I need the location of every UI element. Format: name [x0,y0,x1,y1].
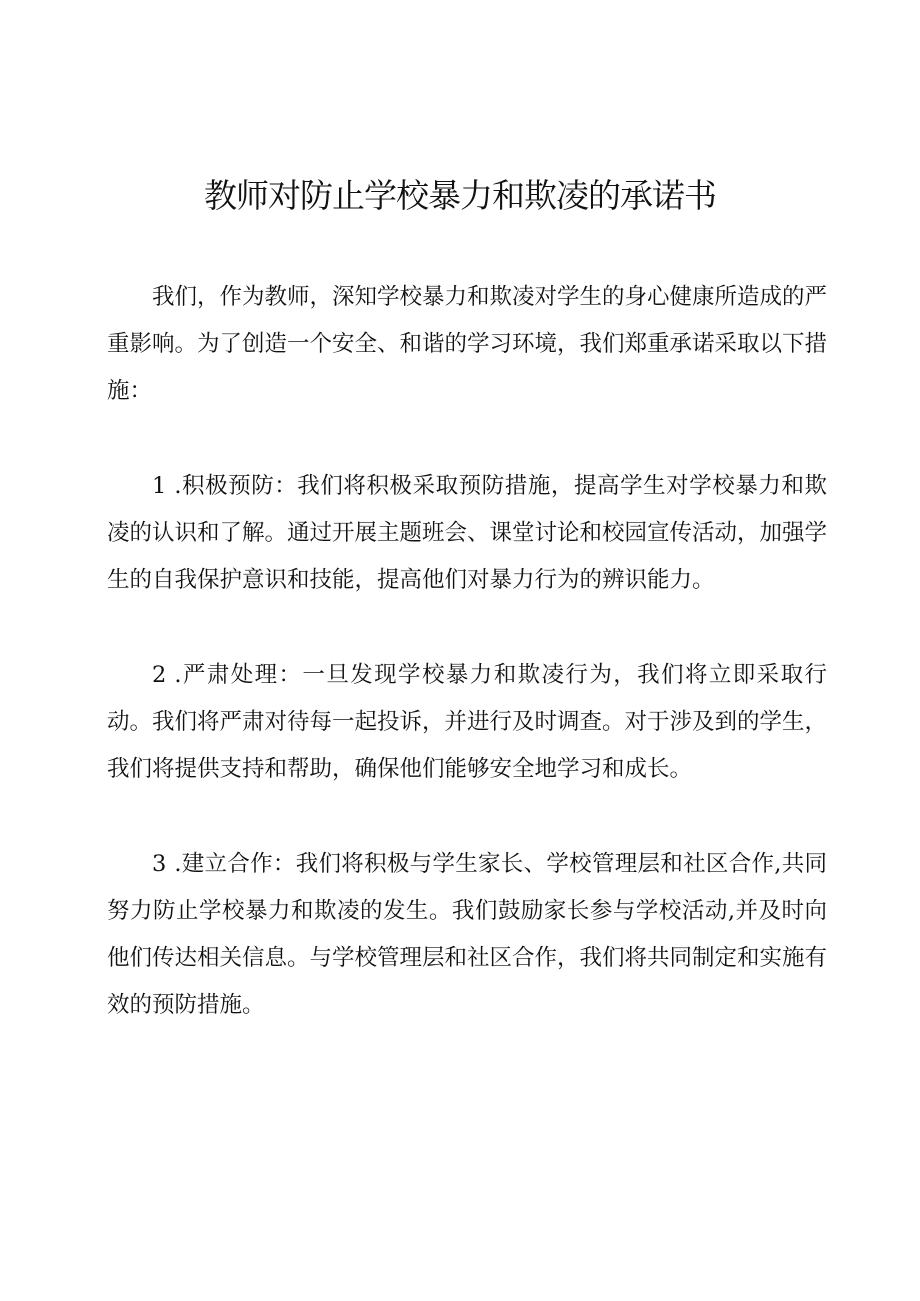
document-body [107,274,827,1077]
item-paragraph-2 [107,652,827,793]
item-number: 2 [152,662,167,688]
item-text: .建立合作：我们将积极与学生家长、学校管理层和社区合作,共同努力防止学校暴力和欺凌的发生。我们鼓励家长参与学校活动,并及时向他们传达相关信息。与学校管理层和社区合作，我们将共同制定和实施有效的预防措施。 [107,851,828,1018]
item-number: 3 [152,851,167,877]
document-title: 教师对防止学校暴力和欺凌的承诺书 [204,176,716,215]
item-paragraph-1 [107,463,827,604]
item-text: .积极预防：我们将积极采取预防措施，提高学生对学校暴力和欺凌的认识和了解。通过开展主题班会、课堂讨论和校园宣传活动，加强学生的自我保护意识和技能，提高他们对暴力行为的辨识能力。 [107,473,828,593]
item-paragraph-3 [107,841,827,1029]
item-number: 1 [152,473,167,499]
intro-paragraph: 我们，作为教师，深知学校暴力和欺凌对学生的身心健康所造成的严重影响。为了创造一个安全、和谐的学习环境，我们郑重承诺采取以下措施： [107,284,828,404]
item-text: .严肃处理：一旦发现学校暴力和欺凌行为，我们将立即采取行动。我们将严肃对待每一起投诉，并进行及时调查。对于涉及到的学生，我们将提供支持和帮助，确保他们能够安全地学习和成长。 [107,662,828,782]
